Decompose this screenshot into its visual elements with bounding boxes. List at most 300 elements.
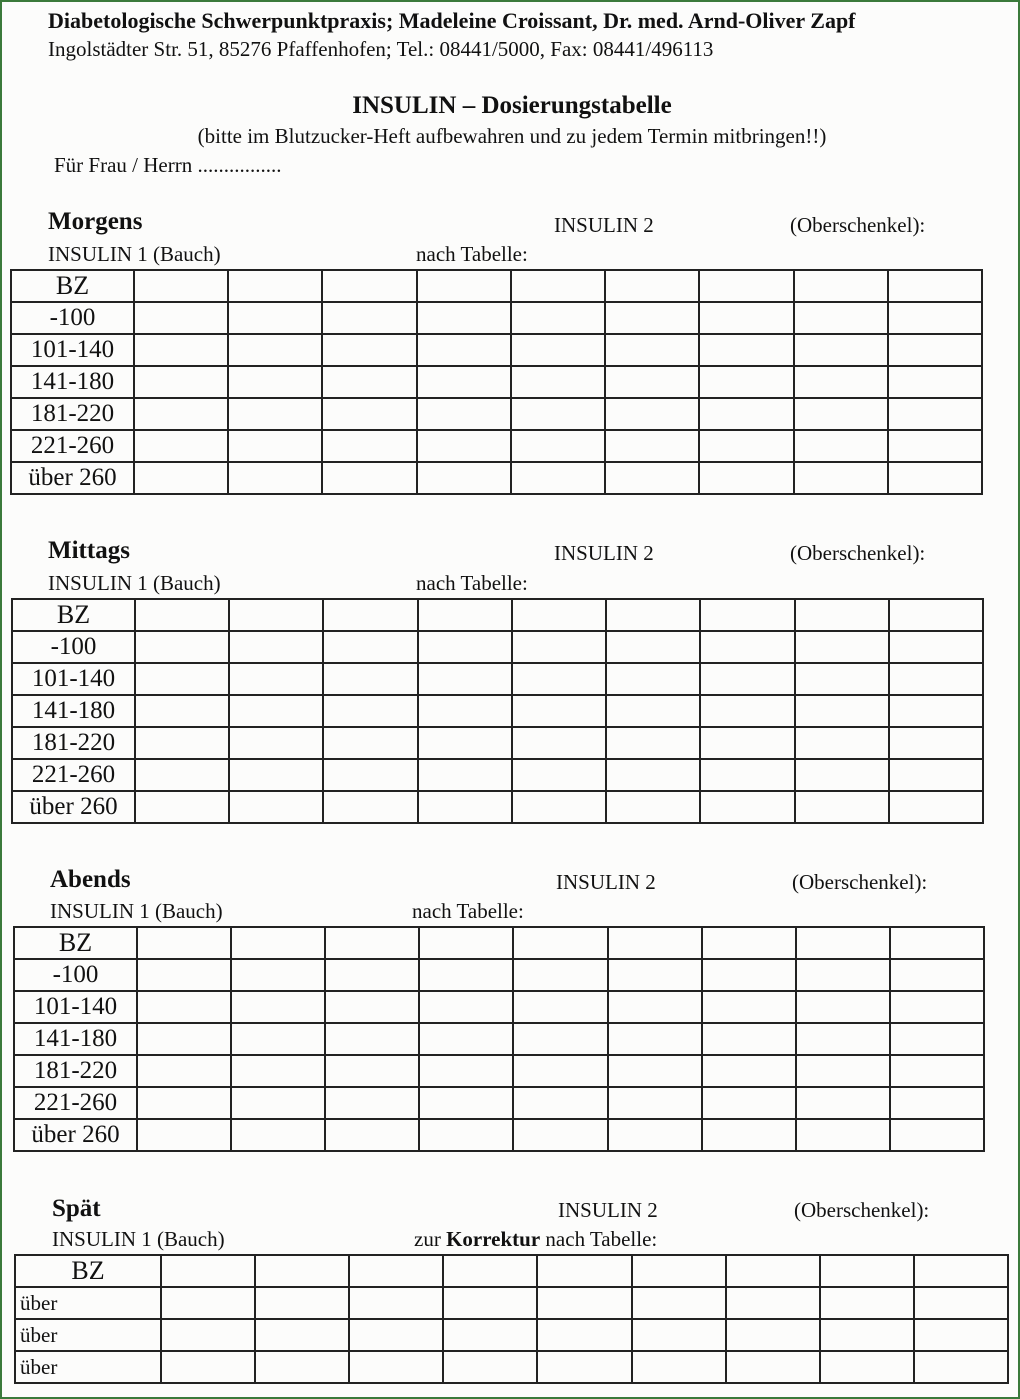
dose-cell[interactable]: [606, 663, 700, 695]
dose-cell[interactable]: [228, 334, 322, 366]
dose-cell[interactable]: [726, 1351, 820, 1383]
dose-cell[interactable]: [161, 1351, 255, 1383]
dose-cell[interactable]: [349, 1255, 443, 1287]
dose-cell[interactable]: [137, 1055, 231, 1087]
row-label: 101-140: [12, 663, 135, 695]
table-row: [11, 462, 982, 494]
dose-cell[interactable]: [608, 1119, 702, 1151]
row-label: -100: [11, 302, 134, 334]
dose-cell[interactable]: [137, 927, 231, 959]
dose-cell[interactable]: [255, 1319, 349, 1351]
dose-cell[interactable]: [888, 334, 982, 366]
dose-cell[interactable]: [417, 270, 511, 302]
dose-cell[interactable]: [134, 366, 228, 398]
dose-cell[interactable]: [443, 1287, 537, 1319]
dose-cell[interactable]: [231, 1023, 325, 1055]
dose-cell[interactable]: [418, 727, 512, 759]
dose-cell[interactable]: [135, 727, 229, 759]
dose-cell[interactable]: [700, 727, 794, 759]
dose-cell[interactable]: [161, 1319, 255, 1351]
table-row: [11, 270, 982, 302]
dose-cell[interactable]: [323, 759, 417, 791]
dose-cell[interactable]: [702, 927, 796, 959]
section-title: Spät: [52, 1195, 101, 1222]
table-row: [11, 430, 982, 462]
row-label: -100: [12, 631, 135, 663]
dose-cell[interactable]: [608, 1055, 702, 1087]
dose-cell[interactable]: [796, 1087, 890, 1119]
dose-cell[interactable]: [322, 398, 416, 430]
table-row: [11, 366, 982, 398]
dose-cell[interactable]: [512, 727, 606, 759]
dose-cell[interactable]: [135, 663, 229, 695]
dose-cell[interactable]: [229, 727, 323, 759]
table-row: [14, 991, 984, 1023]
dose-cell[interactable]: [699, 270, 793, 302]
dose-cell[interactable]: [605, 302, 699, 334]
dose-cell[interactable]: [795, 791, 889, 823]
dose-cell[interactable]: [795, 663, 889, 695]
dose-cell[interactable]: [608, 959, 702, 991]
dose-cell[interactable]: [229, 695, 323, 727]
table-row: [12, 631, 983, 663]
insulin2-label: INSULIN 2: [554, 213, 654, 237]
dose-cell[interactable]: [914, 1319, 1008, 1351]
dose-cell[interactable]: [418, 599, 512, 631]
table-row: [14, 1055, 984, 1087]
dose-cell[interactable]: [325, 927, 419, 959]
dose-cell[interactable]: [228, 366, 322, 398]
dose-cell[interactable]: [632, 1319, 726, 1351]
insulin1-label: INSULIN 1 (Bauch): [52, 1227, 225, 1251]
dose-cell[interactable]: [699, 334, 793, 366]
dose-cell[interactable]: [888, 302, 982, 334]
dose-cell[interactable]: [137, 1023, 231, 1055]
dose-cell[interactable]: [726, 1319, 820, 1351]
table-row: [12, 695, 983, 727]
dose-cell[interactable]: [513, 1087, 607, 1119]
section-title: Mittags: [48, 537, 130, 564]
dose-cell[interactable]: [914, 1351, 1008, 1383]
dose-cell[interactable]: [699, 462, 793, 494]
dose-cell[interactable]: [135, 631, 229, 663]
table-row: [14, 1119, 984, 1151]
dose-cell[interactable]: [795, 631, 889, 663]
dose-cell[interactable]: [513, 927, 607, 959]
dose-cell[interactable]: [699, 430, 793, 462]
dose-cell[interactable]: [820, 1319, 914, 1351]
dose-cell[interactable]: [325, 1087, 419, 1119]
dose-cell[interactable]: [606, 599, 700, 631]
correction-table: [14, 1254, 1009, 1384]
dose-cell[interactable]: [795, 599, 889, 631]
dose-cell[interactable]: [513, 1119, 607, 1151]
row-label: 221-260: [14, 1087, 137, 1119]
dose-cell[interactable]: [537, 1351, 631, 1383]
dose-cell[interactable]: [325, 1055, 419, 1087]
dose-cell[interactable]: [605, 462, 699, 494]
dose-cell[interactable]: [512, 695, 606, 727]
dose-cell[interactable]: [889, 663, 983, 695]
dose-cell[interactable]: [228, 430, 322, 462]
dose-cell[interactable]: [888, 398, 982, 430]
dose-cell[interactable]: [512, 599, 606, 631]
dose-cell[interactable]: [349, 1287, 443, 1319]
row-label: BZ: [12, 599, 135, 631]
dose-cell[interactable]: [795, 695, 889, 727]
row-label: BZ: [15, 1255, 161, 1287]
dose-cell[interactable]: [608, 991, 702, 1023]
dose-cell[interactable]: [605, 398, 699, 430]
dose-cell[interactable]: [794, 366, 888, 398]
dose-cell[interactable]: [700, 631, 794, 663]
dose-cell[interactable]: [796, 1023, 890, 1055]
dose-cell[interactable]: [511, 462, 605, 494]
dose-cell[interactable]: [889, 791, 983, 823]
dose-cell[interactable]: [228, 270, 322, 302]
dose-cell[interactable]: [229, 663, 323, 695]
dose-cell[interactable]: [325, 1119, 419, 1151]
dose-cell[interactable]: [700, 599, 794, 631]
dose-cell[interactable]: [914, 1287, 1008, 1319]
dose-cell[interactable]: [632, 1351, 726, 1383]
dose-cell[interactable]: [134, 462, 228, 494]
dose-cell[interactable]: [890, 1087, 984, 1119]
dose-cell[interactable]: [889, 759, 983, 791]
nach-tabelle-label: nach Tabelle:: [412, 899, 524, 923]
dose-cell[interactable]: [890, 1023, 984, 1055]
dose-cell[interactable]: [795, 759, 889, 791]
dose-cell[interactable]: [888, 366, 982, 398]
dose-cell[interactable]: [419, 927, 513, 959]
section-title: Morgens: [48, 208, 143, 235]
table-row: [11, 334, 982, 366]
dose-cell[interactable]: [537, 1287, 631, 1319]
dose-cell[interactable]: [890, 1055, 984, 1087]
dose-cell[interactable]: [794, 270, 888, 302]
row-label: 181-220: [11, 398, 134, 430]
table-row: [15, 1255, 1008, 1287]
dose-cell[interactable]: [419, 1087, 513, 1119]
dose-cell[interactable]: [418, 631, 512, 663]
dose-cell[interactable]: [726, 1255, 820, 1287]
dose-cell[interactable]: [229, 791, 323, 823]
dose-cell[interactable]: [606, 695, 700, 727]
dose-cell[interactable]: [606, 791, 700, 823]
row-label: über: [15, 1351, 161, 1383]
dose-cell[interactable]: [322, 462, 416, 494]
row-label: über 260: [12, 791, 135, 823]
dose-cell[interactable]: [323, 791, 417, 823]
row-label: über: [15, 1287, 161, 1319]
dose-cell[interactable]: [419, 1119, 513, 1151]
patient-line: Für Frau / Herrn ................: [54, 153, 282, 177]
dose-cell[interactable]: [605, 366, 699, 398]
dose-cell[interactable]: [323, 631, 417, 663]
table-row: [14, 1023, 984, 1055]
row-label: BZ: [11, 270, 134, 302]
dose-cell[interactable]: [418, 695, 512, 727]
dose-cell[interactable]: [702, 1023, 796, 1055]
dose-cell[interactable]: [231, 1087, 325, 1119]
dose-cell[interactable]: [890, 1119, 984, 1151]
dose-cell[interactable]: [608, 1087, 702, 1119]
dose-cell[interactable]: [890, 991, 984, 1023]
dose-cell[interactable]: [417, 462, 511, 494]
dose-cell[interactable]: [513, 1023, 607, 1055]
dose-cell[interactable]: [794, 430, 888, 462]
dose-cell[interactable]: [322, 366, 416, 398]
dose-cell[interactable]: [231, 1119, 325, 1151]
dose-cell[interactable]: [606, 631, 700, 663]
nach-tabelle-label: nach Tabelle:: [416, 242, 528, 266]
table-row: [14, 1087, 984, 1119]
table-row: [15, 1287, 1008, 1319]
dose-cell[interactable]: [608, 927, 702, 959]
dose-cell[interactable]: [325, 1023, 419, 1055]
dose-cell[interactable]: [512, 791, 606, 823]
dose-cell[interactable]: [537, 1255, 631, 1287]
table-row: [12, 791, 983, 823]
dose-cell[interactable]: [699, 302, 793, 334]
dose-cell[interactable]: [228, 462, 322, 494]
dose-cell[interactable]: [229, 631, 323, 663]
dose-cell[interactable]: [418, 791, 512, 823]
row-label: über: [15, 1319, 161, 1351]
dose-cell[interactable]: [443, 1255, 537, 1287]
nach-tabelle-label: nach Tabelle:: [416, 571, 528, 595]
table-row: [11, 398, 982, 430]
dose-cell[interactable]: [349, 1351, 443, 1383]
dose-cell[interactable]: [702, 1087, 796, 1119]
korrektur-label: zur Korrektur nach Tabelle:: [414, 1227, 658, 1251]
dose-cell[interactable]: [417, 302, 511, 334]
dose-cell[interactable]: [511, 366, 605, 398]
dose-cell[interactable]: [820, 1255, 914, 1287]
dose-cell[interactable]: [512, 631, 606, 663]
dose-cell[interactable]: [511, 334, 605, 366]
insulin2-label: INSULIN 2: [556, 870, 656, 894]
oberschenkel-label: (Oberschenkel):: [792, 870, 928, 894]
dose-cell[interactable]: [229, 599, 323, 631]
dose-cell[interactable]: [608, 1023, 702, 1055]
dose-cell[interactable]: [702, 1119, 796, 1151]
dose-cell[interactable]: [632, 1287, 726, 1319]
dose-cell[interactable]: [231, 1055, 325, 1087]
table-row: [14, 959, 984, 991]
section-title: Abends: [50, 866, 131, 893]
table-row: [11, 302, 982, 334]
dose-cell[interactable]: [796, 959, 890, 991]
table-row: [15, 1319, 1008, 1351]
dosage-table: [13, 926, 985, 1152]
row-label: 221-260: [11, 430, 134, 462]
dose-cell[interactable]: [325, 959, 419, 991]
dose-cell[interactable]: [325, 991, 419, 1023]
dose-cell[interactable]: [914, 1255, 1008, 1287]
dose-cell[interactable]: [794, 302, 888, 334]
dose-cell[interactable]: [699, 398, 793, 430]
dose-cell[interactable]: [418, 759, 512, 791]
dose-cell[interactable]: [889, 631, 983, 663]
table-row: [12, 663, 983, 695]
page-title: INSULIN – Dosierungstabelle: [352, 92, 672, 119]
dose-cell[interactable]: [820, 1287, 914, 1319]
dose-cell[interactable]: [820, 1351, 914, 1383]
dose-cell[interactable]: [605, 430, 699, 462]
dose-cell[interactable]: [726, 1287, 820, 1319]
dose-cell[interactable]: [512, 759, 606, 791]
dose-cell[interactable]: [796, 927, 890, 959]
row-label: 141-180: [14, 1023, 137, 1055]
dose-cell[interactable]: [794, 462, 888, 494]
dose-cell[interactable]: [700, 695, 794, 727]
dose-cell[interactable]: [443, 1351, 537, 1383]
dose-cell[interactable]: [137, 959, 231, 991]
row-label: -100: [14, 959, 137, 991]
dose-cell[interactable]: [323, 695, 417, 727]
dose-cell[interactable]: [323, 599, 417, 631]
dose-cell[interactable]: [700, 759, 794, 791]
dose-cell[interactable]: [134, 430, 228, 462]
dose-cell[interactable]: [137, 1087, 231, 1119]
oberschenkel-label: (Oberschenkel):: [790, 213, 926, 237]
dose-cell[interactable]: [794, 398, 888, 430]
dose-cell[interactable]: [443, 1319, 537, 1351]
dose-cell[interactable]: [513, 1055, 607, 1087]
table-row: [12, 759, 983, 791]
dose-cell[interactable]: [632, 1255, 726, 1287]
dose-cell[interactable]: [137, 1119, 231, 1151]
dose-cell[interactable]: [134, 270, 228, 302]
dose-cell[interactable]: [606, 759, 700, 791]
row-label: 101-140: [14, 991, 137, 1023]
dose-cell[interactable]: [511, 430, 605, 462]
dose-cell[interactable]: [512, 663, 606, 695]
dose-cell[interactable]: [888, 462, 982, 494]
dose-cell[interactable]: [888, 430, 982, 462]
dose-cell[interactable]: [417, 366, 511, 398]
dose-cell[interactable]: [606, 727, 700, 759]
dose-cell[interactable]: [419, 1055, 513, 1087]
dose-cell[interactable]: [322, 334, 416, 366]
dosage-table: [10, 269, 983, 495]
dose-cell[interactable]: [605, 334, 699, 366]
dose-cell[interactable]: [513, 959, 607, 991]
dose-cell[interactable]: [511, 302, 605, 334]
dosage-table: [11, 598, 984, 824]
dose-cell[interactable]: [417, 334, 511, 366]
dose-cell[interactable]: [161, 1287, 255, 1319]
dose-cell[interactable]: [134, 334, 228, 366]
dose-cell[interactable]: [702, 1055, 796, 1087]
dose-cell[interactable]: [135, 695, 229, 727]
dose-cell[interactable]: [889, 599, 983, 631]
dose-cell[interactable]: [231, 991, 325, 1023]
practice-name: Diabetologische Schwerpunktpraxis; Madeleine Croissant, Dr. med. Arnd-Oliver Zapf: [48, 8, 856, 33]
dose-cell[interactable]: [511, 270, 605, 302]
insulin2-label: INSULIN 2: [554, 541, 654, 565]
dose-cell[interactable]: [231, 927, 325, 959]
dose-cell[interactable]: [795, 727, 889, 759]
dose-cell[interactable]: [888, 270, 982, 302]
insulin2-label: INSULIN 2: [558, 1198, 658, 1222]
dose-cell[interactable]: [135, 759, 229, 791]
dose-cell[interactable]: [323, 663, 417, 695]
instruction-text: (bitte im Blutzucker-Heft aufbewahren und zu jedem Termin mitbringen!!): [197, 124, 827, 148]
dose-cell[interactable]: [228, 302, 322, 334]
dose-cell[interactable]: [228, 398, 322, 430]
row-label: 221-260: [12, 759, 135, 791]
dose-cell[interactable]: [419, 1023, 513, 1055]
dose-cell[interactable]: [699, 366, 793, 398]
dose-cell[interactable]: [537, 1319, 631, 1351]
table-row: [14, 927, 984, 959]
row-label: 101-140: [11, 334, 134, 366]
dose-cell[interactable]: [137, 991, 231, 1023]
dose-cell[interactable]: [419, 991, 513, 1023]
dose-cell[interactable]: [349, 1319, 443, 1351]
dose-cell[interactable]: [605, 270, 699, 302]
table-row: [12, 599, 983, 631]
dose-cell[interactable]: [890, 927, 984, 959]
dose-cell[interactable]: [322, 270, 416, 302]
dose-cell[interactable]: [134, 302, 228, 334]
row-label: 181-220: [14, 1055, 137, 1087]
dose-cell[interactable]: [890, 959, 984, 991]
dose-cell[interactable]: [322, 302, 416, 334]
dose-cell[interactable]: [796, 1055, 890, 1087]
dose-cell[interactable]: [418, 663, 512, 695]
insulin1-label: INSULIN 1 (Bauch): [48, 242, 221, 266]
dose-cell[interactable]: [794, 334, 888, 366]
dose-cell[interactable]: [700, 791, 794, 823]
dose-cell[interactable]: [417, 398, 511, 430]
dose-cell[interactable]: [255, 1255, 349, 1287]
dose-cell[interactable]: [255, 1287, 349, 1319]
dose-cell[interactable]: [135, 599, 229, 631]
table-row: [15, 1351, 1008, 1383]
dose-cell[interactable]: [419, 959, 513, 991]
dose-cell[interactable]: [135, 791, 229, 823]
dose-cell[interactable]: [702, 959, 796, 991]
dose-cell[interactable]: [513, 991, 607, 1023]
row-label: über 260: [14, 1119, 137, 1151]
dose-cell[interactable]: [229, 759, 323, 791]
dose-cell[interactable]: [322, 430, 416, 462]
dose-cell[interactable]: [889, 695, 983, 727]
dose-cell[interactable]: [255, 1351, 349, 1383]
dose-cell[interactable]: [796, 991, 890, 1023]
dose-cell[interactable]: [700, 663, 794, 695]
dose-cell[interactable]: [134, 398, 228, 430]
row-label: über 260: [11, 462, 134, 494]
dose-cell[interactable]: [417, 430, 511, 462]
dose-cell[interactable]: [889, 727, 983, 759]
dose-cell[interactable]: [231, 959, 325, 991]
dose-cell[interactable]: [323, 727, 417, 759]
practice-address: Ingolstädter Str. 51, 85276 Pfaffenhofen; Tel.: 08441/5000, Fax: 08441/496113: [48, 37, 714, 61]
dose-cell[interactable]: [796, 1119, 890, 1151]
row-label: BZ: [14, 927, 137, 959]
insulin1-label: INSULIN 1 (Bauch): [50, 899, 223, 923]
row-label: 141-180: [11, 366, 134, 398]
oberschenkel-label: (Oberschenkel):: [794, 1198, 930, 1222]
row-label: 141-180: [12, 695, 135, 727]
dose-cell[interactable]: [511, 398, 605, 430]
dose-cell[interactable]: [161, 1255, 255, 1287]
dose-cell[interactable]: [702, 991, 796, 1023]
